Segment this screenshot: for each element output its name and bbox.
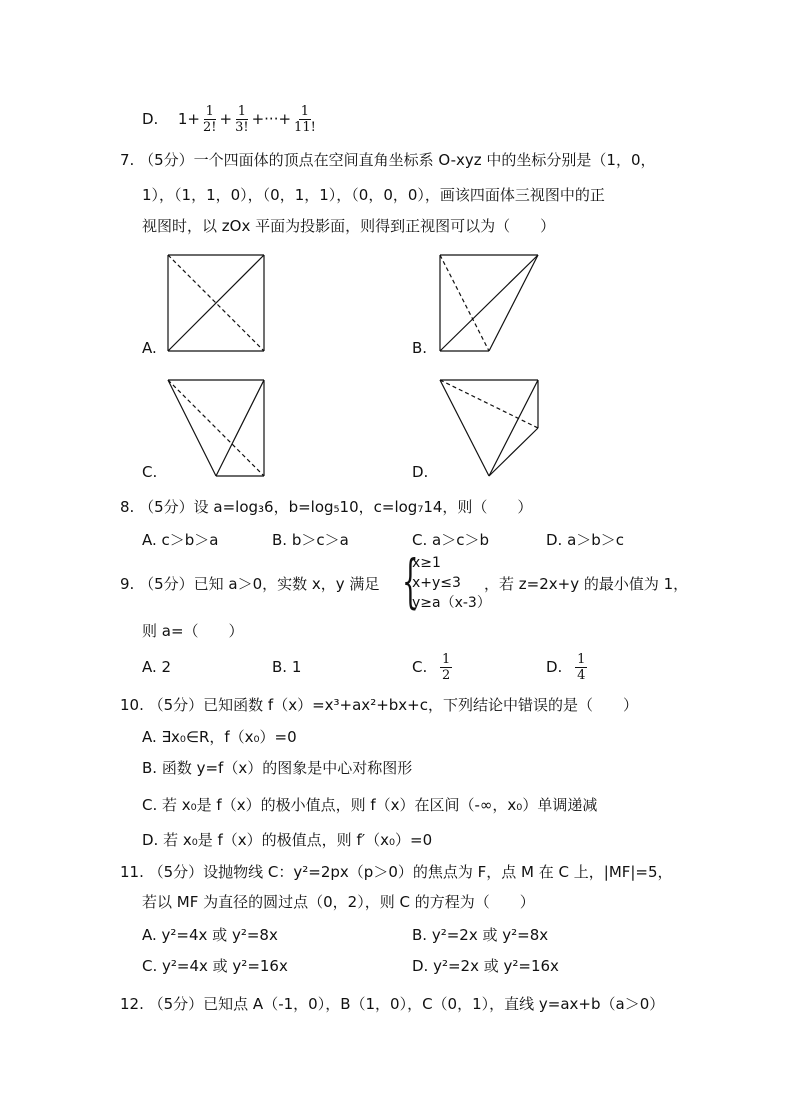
q9-option-b: B. 1 (272, 658, 302, 676)
q11-stem-line2: 若以 MF 为直径的圆过点（0，2），则 C 的方程为（ ） (142, 893, 535, 911)
q9-option-d-label: D. (546, 658, 563, 676)
q9-option-a: A. 2 (142, 658, 172, 676)
q6-option-d-label: D. (142, 110, 159, 128)
q9-constraint-1: x≥1 (412, 555, 441, 571)
q11-option-c: C. y²=4x 或 y²=16x (142, 957, 288, 975)
q7-figure-d (437, 378, 543, 480)
q6-option-d-lead: 1+ (177, 110, 201, 128)
q9-constraint-2: x+y≤3 (412, 575, 461, 591)
q8-stem: 8. （5分）设 a=log₃6，b=log₅10，c=log₇14，则（ ） (120, 498, 533, 516)
fraction-1-over-11fact: $\frac{1}{11!}$ (294, 104, 316, 135)
q7-stem-line2: 1），（1，1，0），（0，1，1），（0，0，0），画该四面体三视图中的正 (142, 186, 605, 204)
fraction-1-over-2: $\frac{1}{2}$ (442, 652, 451, 683)
q11-option-a: A. y²=4x 或 y²=8x (142, 926, 278, 944)
q9-option-d (546, 650, 588, 684)
q8-option-b: B. b＞c＞a (272, 531, 349, 549)
q11-option-b: B. y²=2x 或 y²=8x (412, 926, 549, 944)
q8-option-c: C. a＞c＞b (412, 531, 489, 549)
q12-stem-line1: 12. （5分）已知点 A（-1，0），B（1，0），C（0，1），直线 y=ax+b（a＞0） (120, 995, 665, 1013)
fraction-1-over-3fact: $\frac{1}{3!}$ (235, 104, 249, 135)
q9-option-c (412, 650, 453, 684)
q8-option-d: D. a＞b＞c (546, 531, 625, 549)
q7-stem-line1: 7. （5分）一个四面体的顶点在空间直角坐标系 O-xyz 中的坐标分别是（1，0， (120, 151, 656, 169)
ellipsis-sum: +···+ (251, 110, 292, 128)
q10-option-d: D. 若 x₀是 f（x）的极值点，则 f′（x₀）=0 (142, 831, 433, 849)
q7-option-d-label: D. (412, 463, 429, 481)
q9-option-c-label: C. (412, 658, 428, 676)
q7-option-c-label: C. (142, 463, 158, 481)
q11-stem-line1: 11. （5分）设抛物线 C：y²=2px（p＞0）的焦点为 F，点 M 在 C 上，|MF|=5， (120, 863, 673, 881)
q7-stem-line3: 视图时，以 zOx 平面为投影面，则得到正视图可以为（ ） (142, 217, 556, 235)
fraction-1-over-4: $\frac{1}{4}$ (577, 652, 586, 683)
fraction-1-over-2fact: $\frac{1}{2!}$ (203, 104, 217, 135)
q8-option-a: A. c＞b＞a (142, 531, 219, 549)
q7-figure-b (437, 253, 543, 355)
q7-option-a-label: A. (142, 339, 157, 357)
q10-stem: 10. （5分）已知函数 f（x）=x³+ax²+bx+c，下列结论中错误的是（ ） (120, 696, 638, 714)
q10-option-c: C. 若 x₀是 f（x）的极小值点，则 f（x）在区间（-∞，x₀）单调递减 (142, 796, 598, 814)
q10-option-b: B. 函数 y=f（x）的图象是中心对称图形 (142, 759, 413, 777)
q9-stem-after: ，若 z=2x+y 的最小值为 1， (484, 575, 689, 593)
q7-figure-c (166, 378, 268, 480)
q9-system (412, 553, 491, 613)
q9-stem-before: 9. （5分）已知 a＞0，实数 x，y 满足 (120, 575, 380, 593)
q9-stem-line2: 则 a=（ ） (142, 622, 244, 640)
system-brace: { (402, 547, 419, 615)
q7-option-b-label: B. (412, 339, 428, 357)
q9-constraint-3: y≥a（x-3） (412, 595, 491, 611)
q7-figure-a (166, 253, 268, 355)
q10-option-a: A. ∃x₀∈R，f（x₀）=0 (142, 728, 297, 746)
q11-option-d: D. y²=2x 或 y²=16x (412, 957, 559, 975)
plus-sign: + (219, 110, 233, 128)
q6-option-d (142, 104, 319, 135)
